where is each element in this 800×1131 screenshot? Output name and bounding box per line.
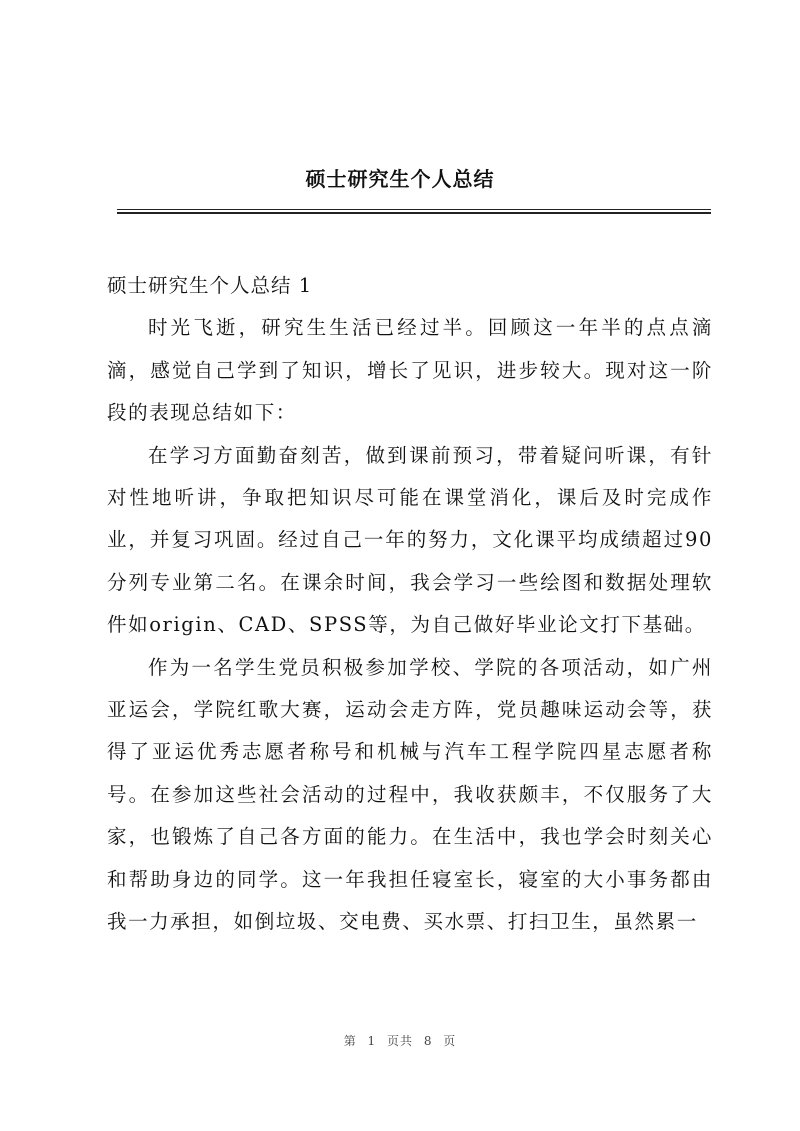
- title-divider-thin: [117, 209, 711, 210]
- title-divider-thick: [117, 212, 711, 214]
- page-footer: 第 1 页共 8 页: [343, 1034, 457, 1048]
- paragraph-activities: 作为一名学生党员积极参加学校、学院的各项活动，如广州亚运会，学院红歌大赛，运动会走方阵，党员趣味运动会等，获得了亚运优秀志愿者称号和机械与汽车工程学院四星志愿者称号。在参加这些社会活动的过程中，我收获颇丰，不仅服务了大家，也锻炼了自己各方面的能力。在生活中，我也学会时刻关心和帮助身边的同学。这一年我担任寝室长，寝室的大小事务都由我一力承担，如倒垃圾、交电费、买水票、打扫卫生，虽然累一: [107, 655, 713, 934]
- paragraph-intro: 时光飞逝，研究生生活已经过半。回顾这一年半的点点滴滴，感觉自己学到了知识，增长了见识，进步较大。现对这一阶段的表现总结如下：: [107, 316, 713, 425]
- paragraph-study: 在学习方面勤奋刻苦，做到课前预习，带着疑问听课，有针对性地听讲，争取把知识尽可能在课堂消化，课后及时完成作业，并复习巩固。经过自己一年的努力，文化课平均成绩超过90分列专业第二名。在课余时间，我会学习一些绘图和数据处理软件如origin、CAD、SPSS等，为自己做好毕业论文打下基础。: [107, 443, 713, 637]
- section-heading: 硕士研究生个人总结 1: [107, 274, 313, 297]
- document-title: 硕士研究生个人总结: [305, 167, 495, 191]
- document-body: [107, 265, 713, 944]
